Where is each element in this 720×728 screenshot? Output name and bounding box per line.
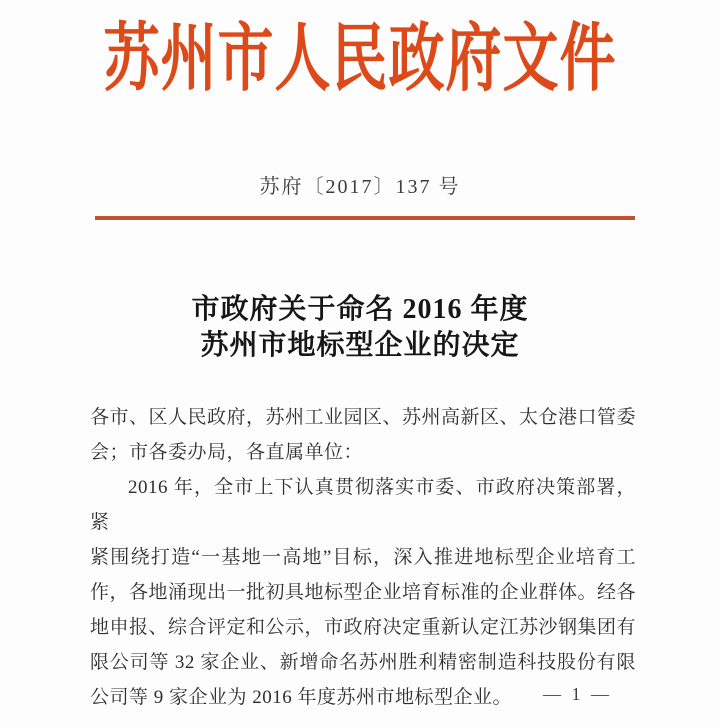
document-title-line1: 市政府关于命名 2016 年度: [191, 294, 529, 325]
body-line-paragraph-3: 作，各地涌现出一批初具地标型企业培育标准的企业群体。经各: [90, 582, 637, 603]
document-body: [90, 400, 636, 715]
document-reference-number: 苏府〔2017〕137 号: [259, 176, 461, 198]
body-line-paragraph-1: 2016 年，全市上下认真贯彻落实市委、市政府决策部署，紧: [90, 477, 636, 533]
body-line-salutation-2: 会；市各委办局，各直属单位：: [90, 442, 364, 463]
document-title-line2: 苏州市地标型企业的决定: [200, 330, 520, 361]
body-line-salutation-1: 各市、区人民政府，苏州工业园区、苏州高新区、太仓港口管委: [90, 407, 637, 428]
issuing-authority-title: 苏州市人民政府文件: [103, 18, 617, 101]
body-line-paragraph-4: 地申报、综合评定和公示，市政府决定重新认定江苏沙钢集团有: [90, 617, 637, 638]
body-line-paragraph-6: 公司等 9 家企业为 2016 年度苏州市地标型企业。: [90, 687, 513, 708]
body-line-paragraph-5: 限公司等 32 家企业、新增命名苏州胜利精密制造科技股份有限: [90, 652, 636, 673]
page-number: — 1 —: [543, 684, 612, 704]
body-line-paragraph-2: 紧围绕打造“一基地一高地”目标，深入推进地标型企业培育工: [90, 547, 636, 568]
red-divider-line: [95, 216, 635, 220]
document-title: [0, 292, 720, 364]
